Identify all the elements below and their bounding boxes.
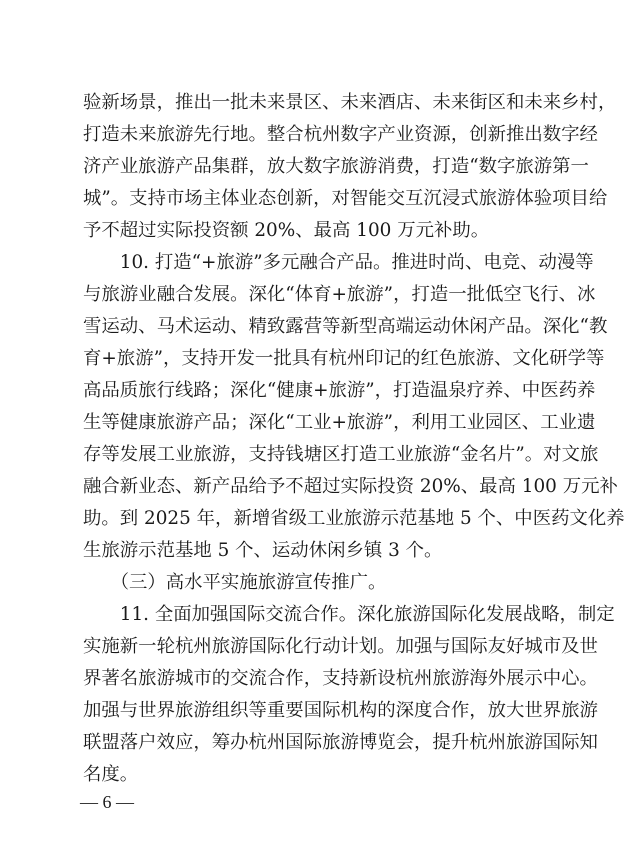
section-heading-10: 10. 打造“+旅游”多元融合产品。推进时尚、电竞、动漫等 [83,252,594,273]
page-number: — 6 — [80,792,134,812]
subsection-heading-3: （三）高水平实施旅游宣传推广。 [83,572,387,593]
body-text-line: 验新场景，推出一批未来景区、未来酒店、未来街区和未来乡村， [83,92,617,113]
body-text-line: 育+旅游”，支持开发一批具有杭州印记的红色旅游、文化研学等 [83,348,605,369]
body-text-line: 济产业旅游产品集群，放大数字旅游消费，打造“数字旅游第一 [83,156,589,177]
section-heading-11: 11. 全面加强国际交流合作。深化旅游国际化发展战略，制定 [83,604,615,625]
body-text-line: 联盟落户效应，筹办杭州国际旅游博览会，提升杭州旅游国际知 [83,732,598,753]
body-text-line: 界著名旅游城市的交流合作，支持新设杭州旅游海外展示中心。 [83,668,598,689]
body-text-line: 存等发展工业旅游，支持钱塘区打造工业旅游“金名片”。对文旅 [83,444,599,465]
body-text-line: 名度。 [83,764,139,785]
body-text-line: 城”。支持市场主体业态创新，对智能交互沉浸式旅游体验项目给 [83,188,608,209]
body-text-line: 实施新一轮杭州旅游国际化行动计划。加强与国际友好城市及世 [83,636,598,657]
body-text-line: 融合新业态、新产品给予不超过实际投资 20%、最高 100 万元补 [83,476,618,497]
body-text-line: 雪运动、马术运动、精致露营等新型高端运动休闲产品。深化“教 [83,316,608,337]
body-text-line: 打造未来旅游先行地。整合杭州数字产业资源，创新推出数字经 [83,124,598,145]
body-text-line: 与旅游业融合发展。深化“体育+旅游”，打造一批低空飞行、冰 [83,284,596,305]
body-text-line: 予不超过实际投资额 20%、最高 100 万元补助。 [83,220,490,241]
body-text-line: 生旅游示范基地 5 个、运动休闲乡镇 3 个。 [83,540,443,561]
body-text-line: 加强与世界旅游组织等重要国际机构的深度合作，放大世界旅游 [83,700,598,721]
body-text-line: 助。到 2025 年，新增省级工业旅游示范基地 5 个、中医药文化养 [83,508,625,529]
body-text-line: 高品质旅行线路；深化“健康+旅游”，打造温泉疗养、中医药养 [83,380,596,401]
body-text-line: 生等健康旅游产品；深化“工业+旅游”，利用工业园区、工业遗 [83,412,596,433]
